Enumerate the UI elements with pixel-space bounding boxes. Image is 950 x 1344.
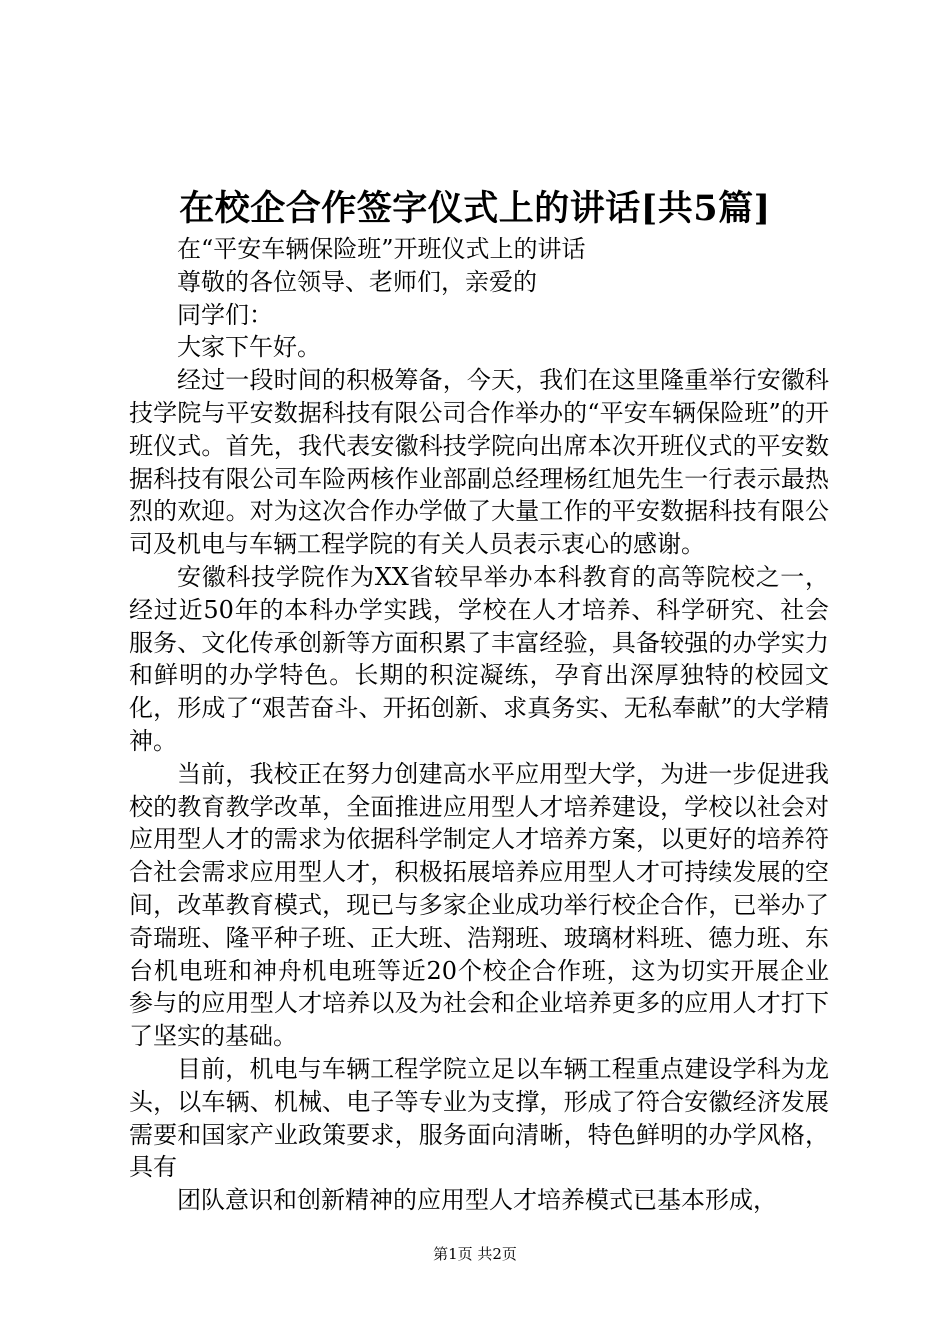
paragraph: 目前，机电与车辆工程学院立足以车辆工程重点建设学科为龙头，以车辆、机械、电子等专业为支撑，形成了符合安徽经济发展需要和国家产业政策要求，服务面向清晰，特色鲜明的办学风格，具有 [129,1054,829,1182]
speech-heading: 在“平安车辆保险班”开班仪式上的讲话 [177,235,586,263]
page-footer: 第1页 共2页 [433,1245,517,1263]
salutation-line: 同学们： [177,300,273,329]
paragraph: 安徽科技学院作为XX省较早举办本科教育的高等院校之一，经过近50年的本科办学实践，学校在人才培养、科学研究、社会服务、文化传承创新等方面积累了丰富经验，具备较强的办学实力和鲜明的办学特色。长期的积淀凝练，孕育出深厚独特的校园文化，形成了“艰苦奋斗、开拓创新、求真务实、无私奉献”的大学精神。 [129,562,829,755]
paragraph: 当前，我校正在努力创建高水平应用型大学，为进一步促进我校的教育教学改革，全面推进应用型人才培养建设，学校以社会对应用型人才的需求为依据科学制定人才培养方案，以更好的培养符合社会需求应用型人才，积极拓展培养应用型人才可持续发展的空间，改革教育模式，现已与多家企业成功举行校企合作，已举办了奇瑞班、隆平种子班、正大班、浩翔班、玻璃材料班、德力班、东台机电班和神舟机电班等近20个校企合作班，这为切实开展企业参与的应用型人才培养以及为社会和企业培养更多的应用人才打下了坚实的基础。 [129,759,829,1051]
document-title: 在校企合作签字仪式上的讲话[共5篇] [179,188,771,229]
salutation-line: 尊敬的各位领导、老师们，亲爱的 [177,267,537,296]
document-body [129,233,829,1217]
paragraph: 团队意识和创新精神的应用型人才培养模式已基本形成， [177,1186,777,1215]
greeting-line: 大家下午好。 [177,333,321,362]
paragraph: 经过一段时间的积极筹备，今天，我们在这里隆重举行安徽科技学院与平安数据科技有限公司合作举办的“平安车辆保险班”的开班仪式。首先，我代表安徽科技学院向出席本次开班仪式的平安数据科技有限公司车险两核作业部副总经理杨红旭先生一行表示最热烈的欢迎。对为这次合作办学做了大量工作的平安数据科技有限公司及机电与车辆工程学院的有关人员表示衷心的感谢。 [129,366,829,559]
